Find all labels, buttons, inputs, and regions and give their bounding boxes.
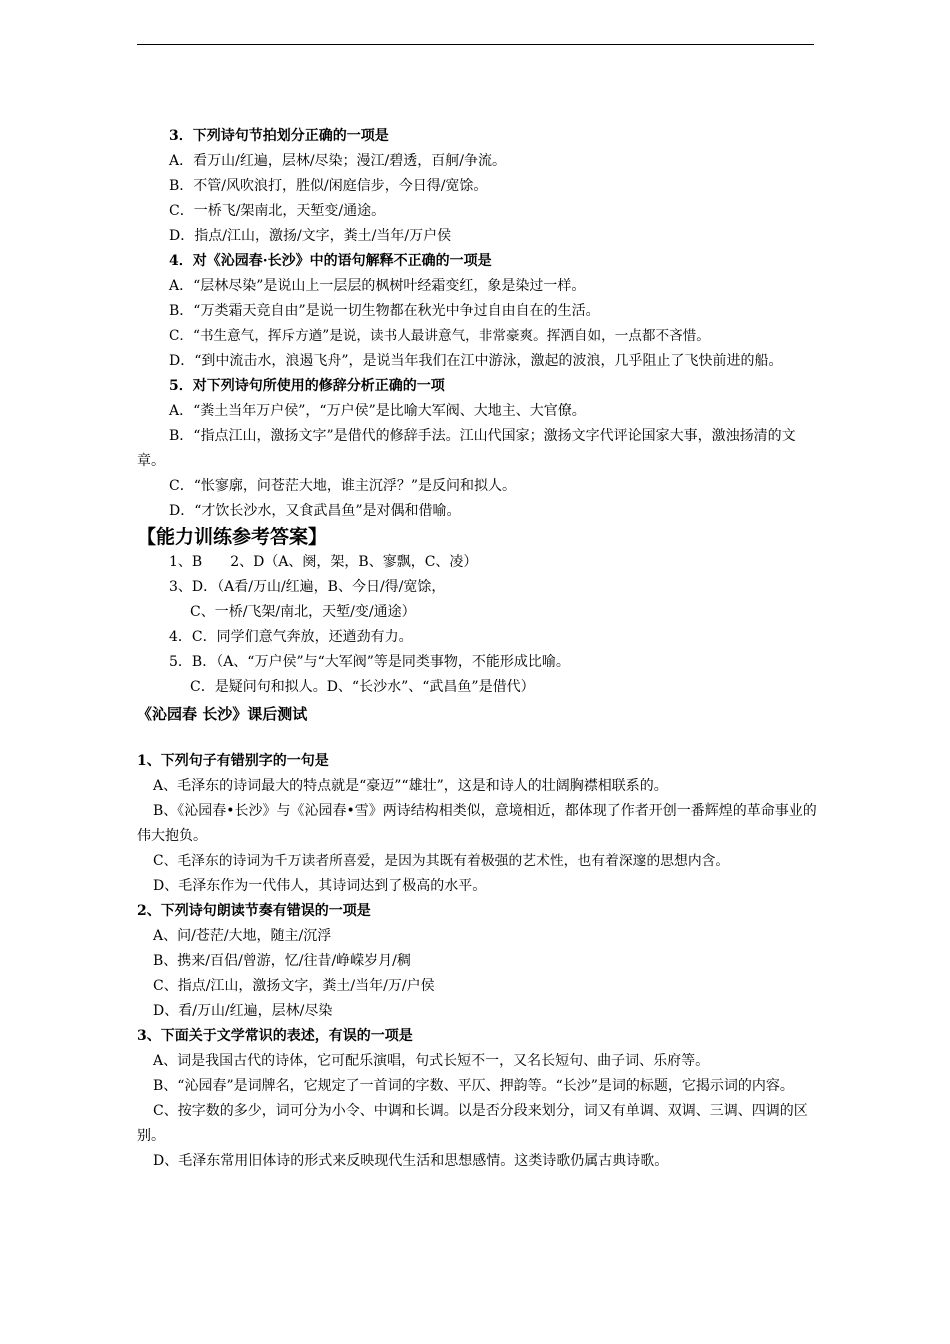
question-4-option-a: A．“层林尽染”是说山上一层层的枫树叶经霜变红，象是染过一样。 [169, 278, 586, 294]
test-question-3-option-b: B、“沁园春”是词牌名，它规定了一首词的字数、平仄、押韵等。“长沙”是词的标题，它揭示词的内容。 [153, 1078, 794, 1094]
test-question-1-option-b: B、《沁园春•长沙》与《沁园春•雪》两诗结构相类似，意境相近，都体现了作者开创一番辉煌的革命事业的伟大抱负。 [137, 803, 817, 844]
test-question-1-option-a: A、毛泽东的诗词最大的特点就是“豪迈”“雄壮”，这是和诗人的壮阔胸襟相联系的。 [153, 778, 668, 794]
question-3-option-c: C．一桥飞/架南北，天堑变/通途。 [169, 203, 386, 219]
question-3-option-b: B．不管/风吹浪打，胜似/闲庭信步，今日得/宽馀。 [169, 178, 488, 194]
test-question-3-title: 3、下面关于文学常识的表述，有误的一项是 [137, 1028, 413, 1044]
question-4-title: 4．对《沁园春·长沙》中的语句解释不正确的一项是 [169, 253, 492, 269]
question-5-option-a: A．“粪土当年万户侯”，“万户侯”是比喻大军阀、大地主、大官僚。 [169, 403, 586, 419]
answer-line-6: C．是疑问句和拟人。D、“长沙水”、“武昌鱼”是借代） [190, 679, 535, 695]
question-5-title: 5．对下列诗句所使用的修辞分析正确的一项 [169, 378, 445, 394]
question-4-option-b: B．“万类霜天竞自由”是说一切生物都在秋光中争过自由自在的生活。 [169, 303, 600, 319]
question-4-option-c: C．“书生意气，挥斥方遒”是说，读书人最讲意气，非常豪爽。挥洒自如，一点都不吝惜。 [169, 328, 710, 344]
answer-line-4: 4．C．同学们意气奔放，还遒劲有力。 [169, 629, 413, 645]
question-5-option-b: B．“指点江山，激扬文字”是借代的修辞手法。江山代国家；激扬文字代评论国家大事，激浊扬清的文章。 [137, 428, 796, 469]
answers-heading: 【能力训练参考答案】 [137, 526, 328, 548]
question-3-option-d: D．指点/江山，激扬/文字，粪土/当年/万户侯 [169, 228, 452, 244]
test-question-1-option-d: D、毛泽东作为一代伟人，其诗词达到了极高的水平。 [153, 878, 487, 894]
document-body [137, 124, 817, 1174]
answer-line-5: 5．B．（A、“万户侯”与“大军阀”等是同类事物，不能形成比喻。 [169, 654, 570, 670]
test-question-2-option-c: C、指点/江山，激扬文字，粪土/当年/万/户侯 [153, 978, 435, 994]
test-question-1-title: 1、下列句子有错别字的一句是 [137, 753, 329, 769]
question-5-option-d: D．“才饮长沙水，又食武昌鱼”是对偶和借喻。 [169, 503, 461, 519]
test-question-2-option-b: B、携来/百侣/曾游，忆/往昔/峥嵘岁月/稠 [153, 953, 411, 969]
test-question-3-option-a: A、词是我国古代的诗体，它可配乐演唱，句式长短不一，又名长短句、曲子词、乐府等。 [153, 1053, 710, 1069]
answer-line-2: 3、D．（A看/万山/红遍，B、今日/得/宽馀， [169, 579, 446, 595]
question-3-option-a: A．看万山/红遍，层林/尽染；漫江/碧透，百舸/争流。 [169, 153, 506, 169]
question-4-option-d: D．“到中流击水，浪遏飞舟”，是说当年我们在江中游泳，激起的波浪，几乎阻止了飞快前进的船。 [169, 353, 783, 369]
test-question-2-option-d: D、看/万山/红遍，层林/尽染 [153, 1003, 333, 1019]
test-question-3-option-c: C、按字数的多少，词可分为小令、中调和长调。以是否分段来划分，词又有单调、双调、三调、四调的区别。 [137, 1103, 808, 1144]
test-question-3-option-d: D、毛泽东常用旧体诗的形式来反映现代生活和思想感情。这类诗歌仍属古典诗歌。 [153, 1153, 669, 1169]
question-5-option-c: C．“怅寥廓，问苍茫大地，谁主沉浮？”是反问和拟人。 [169, 478, 517, 494]
header-rule [137, 44, 814, 45]
answer-line-3: C、一桥/飞架/南北，天堑/变/通途） [190, 604, 416, 620]
spacer [137, 727, 817, 749]
test-question-2-title: 2、下列诗句朗读节奏有错误的一项是 [137, 903, 371, 919]
test-question-1-option-c: C、毛泽东的诗词为千万读者所喜爱，是因为其既有着极强的艺术性，也有着深邃的思想内含。 [153, 853, 730, 869]
test-question-2-option-a: A、问/苍茫/大地，随主/沉浮 [153, 928, 332, 944]
question-3-title: 3．下列诗句节拍划分正确的一项是 [169, 128, 389, 144]
answer-line-1: 1、B 2、D（A、阕，架，B、寥飘，C、凌） [169, 554, 478, 570]
test-heading: 《沁园春 长沙》课后测试 [137, 705, 308, 723]
